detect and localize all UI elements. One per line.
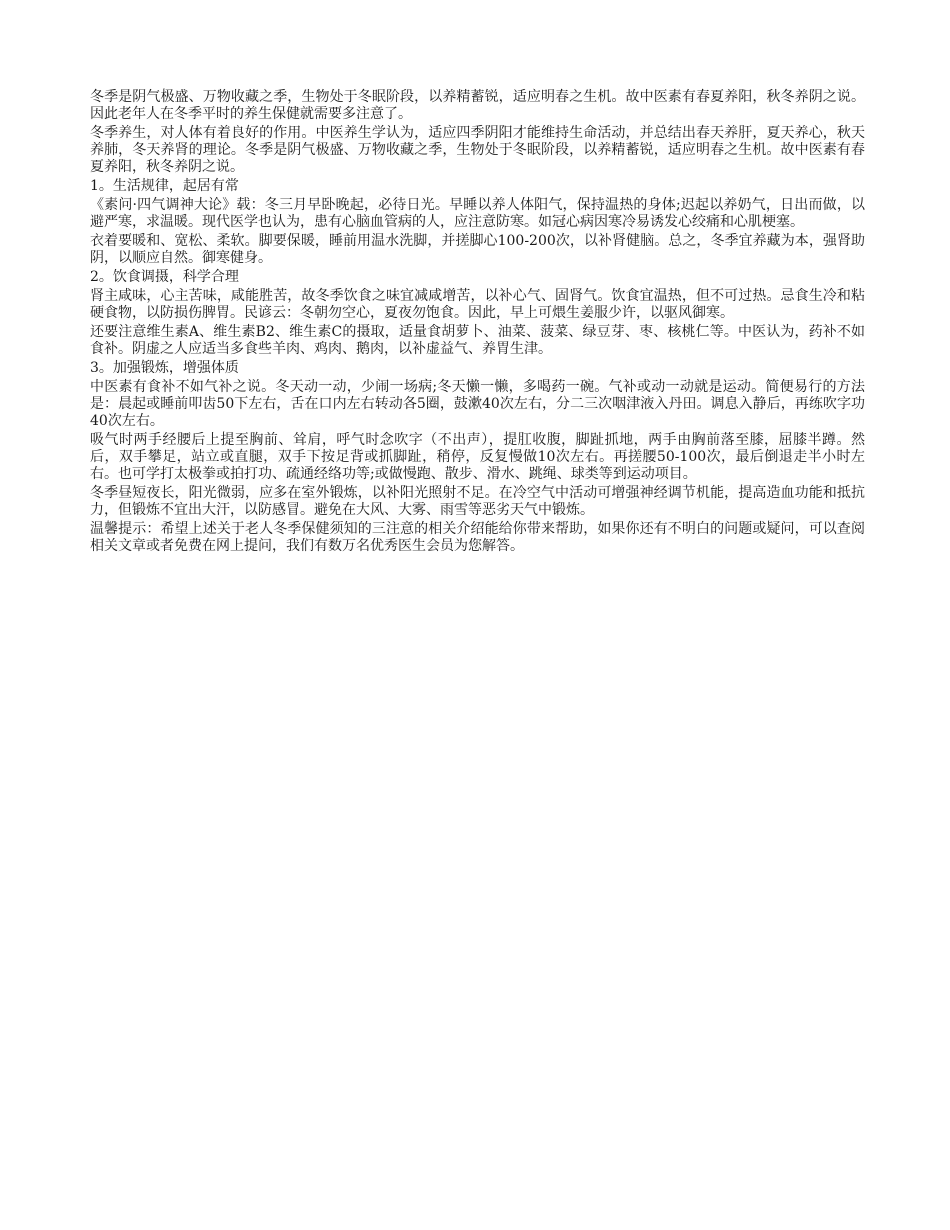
document-body xyxy=(90,89,865,557)
paragraph-clothing: 衣着要暖和、宽松、柔软。脚要保暖，睡前用温水洗脚，并搓脚心100-200次，以补肾健脑。总之，冬季宜养藏为本，强肾助阴，以顺应自然。御寒健身。 xyxy=(90,233,865,266)
paragraph-outdoor-exercise: 冬季昼短夜长，阳光微弱，应多在室外锻炼，以补阳光照射不足。在冷空气中活动可增强神经调节机能，提高造血功能和抵抗力，但锻炼不宜出大汗，以防感冒。避免在大风、大雾、雨雪等恶劣天气中锻炼。 xyxy=(90,485,865,518)
section-heading-3: 3。加强锻炼，增强体质 xyxy=(90,360,239,376)
paragraph-vitamins: 还要注意维生素A、维生素B2、维生素C的摄取，适量食胡萝卜、油菜、菠菜、绿豆芽、枣、核桃仁等。中医认为，药补不如食补。阴虚之人应适当多食些羊肉、鸡肉、鹅肉，以补虚益气、养胃生津。 xyxy=(90,324,865,357)
paragraph-intro: 冬季是阴气极盛、万物收藏之季，生物处于冬眠阶段，以养精蓄锐，适应明春之生机。故中医素有春夏养阳，秋冬养阴之说。因此老年人在冬季平时的养生保健就需要多注意了。 xyxy=(90,89,865,122)
paragraph-winter-health-theory: 冬季养生，对人体有着良好的作用。中医养生学认为，适应四季阴阳才能维持生命活动，并总结出春天养肝，夏天养心，秋天养肺，冬天养肾的理论。冬季是阴气极盛、万物收藏之季，生物处于冬眠阶段，以养精蓄锐，适应明春之生机。故中医素有春夏养阳，秋冬养阴之说。 xyxy=(90,125,865,175)
paragraph-diet-taste: 肾主咸味，心主苦味，咸能胜苦，故冬季饮食之味宜减咸增苦，以补心气、固肾气。饮食宜温热，但不可过热。忌食生冷和粘硬食物，以防损伤脾胃。民谚云：冬朝勿空心，夏夜勿饱食。因此，早上可煨生姜服少许，以驱风御寒。 xyxy=(90,288,865,321)
section-heading-2: 2。饮食调摄，科学合理 xyxy=(90,269,239,285)
paragraph-breathing-exercise: 吸气时两手经腰后上提至胸前、耸肩，呼气时念吹字（不出声），提肛收腹，脚趾抓地，两手由胸前落至膝，屈膝半蹲。然后，双手攀足，站立或直腿，双手下按足背或抓脚趾，稍停，反复慢做10次左右。再搓腰50-100次，最后倒退走半小时左右。也可学打太极拳或拍打功、疏通经络功等;或做慢跑、散步、滑水、跳绳、球类等到运动项目。 xyxy=(90,432,865,482)
paragraph-closing-tip: 温馨提示：希望上述关于老人冬季保健须知的三注意的相关介绍能给你带来帮助，如果你还有不明白的问题或疑问，可以查阅相关文章或者免费在网上提问，我们有数万名优秀医生会员为您解答。 xyxy=(90,521,865,554)
paragraph-sleep-schedule: 《素问·四气调神大论》载：冬三月早卧晚起，必待日光。早睡以养人体阳气，保持温热的身体;迟起以养奶气，日出而做，以避严寒，求温暖。现代医学也认为，患有心脑血管病的人，应注意防寒。如冠心病因寒冷易诱发心绞痛和心肌梗塞。 xyxy=(90,197,865,230)
paragraph-qi-exercise: 中医素有食补不如气补之说。冬天动一动，少闹一场病;冬天懒一懒，多喝药一碗。气补或动一动就是运动。简便易行的方法是：晨起或睡前叩齿50下左右，舌在口内左右转动各5圈，鼓漱40次左右，分二三次咽津液入丹田。调息入静后，再练吹字功40次左右。 xyxy=(90,379,865,429)
section-heading-1: 1。生活规律，起居有常 xyxy=(90,178,239,194)
